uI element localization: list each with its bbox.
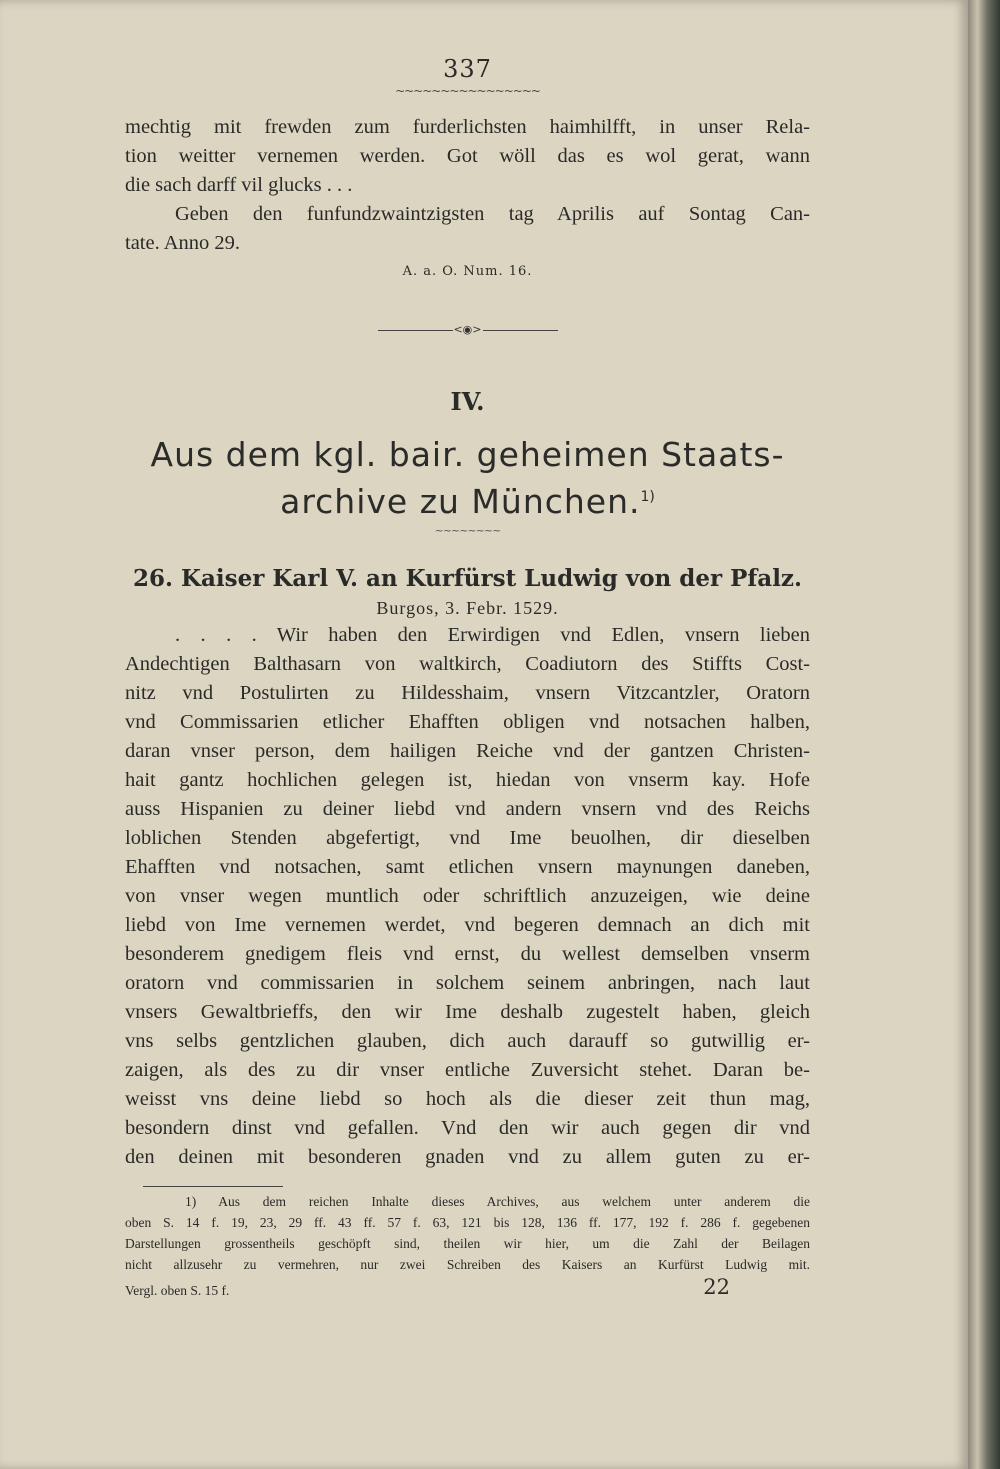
document-line: zaigen, als des zu dir vnser entliche Zuversicht stehet. Daran be- [125, 1059, 810, 1081]
document-line: weisst vns deine liebd so hoch als die dieser zeit thun mag, [125, 1088, 810, 1110]
document-place-date: Burgos, 3. Febr. 1529. [376, 598, 559, 618]
footnote-rule [143, 1186, 283, 1187]
footnote-line: oben S. 14 f. 19, 23, 29 ff. 43 ff. 57 f. 63, 121 bis 128, 136 ff. 177, 192 f. 286 f. gegebenen [125, 1215, 810, 1230]
document-line: Ehafften vnd notsachen, samt etlichen vnsern maynungen daneben, [125, 856, 810, 878]
letter-line: tion weitter vernemen werden. Got wöll das es wol gerat, wann [125, 145, 810, 167]
page-content [125, 55, 810, 1299]
divider-center-ornament: <◉> [453, 323, 482, 336]
book-spine-edge [968, 0, 1000, 1469]
footnote-line: nicht allzusehr zu vermehren, nur zwei Schreiben des Kaisers an Kurfürst Ludwig mit. [125, 1257, 810, 1272]
source-reference: A. a. O. Num. 16. [402, 264, 533, 279]
document-line: . . . . Wir haben den Erwirdigen vnd Edlen, vnsern lieben [175, 624, 810, 646]
document-line: vnd Commissarien etlicher Ehafften obligen vnd notsachen halben, [125, 711, 810, 733]
header-ornament: ~~~~~~~~~~~~~~~~ [395, 84, 540, 98]
divider-line-right [483, 330, 558, 331]
document-line: vns selbs gentzlichen glauben, dich auch darauff so gutwillig er- [125, 1030, 810, 1052]
document-line: von vnser wegen muntlich oder schriftlich anzuzeigen, wie deine [125, 885, 810, 907]
document-line: auss Hispanien zu deiner liebd vnd andern vnsern vnd des Reichs [125, 798, 810, 820]
document-line: vnsers Gewaltbrieffs, den wir Ime deshalb zugestelt haben, gleich [125, 1001, 810, 1023]
document-line: den deinen mit besonderen gnaden vnd zu allem guten zu er- [125, 1146, 810, 1168]
title-ornament: ~~~~~~~~ [434, 524, 501, 537]
letter-line: die sach darff vil glucks . . . [125, 174, 353, 196]
document-heading: 26. Kaiser Karl V. an Kurfürst Ludwig von der Pfalz. [133, 565, 802, 592]
divider-line-left [378, 330, 453, 331]
footnote-line: 1) Aus dem reichen Inhalte dieses Archives, aus welchem unter anderem die [185, 1194, 810, 1209]
footnote-line: Darstellungen grossentheils geschöpft sind, theilen wir hier, um die Zahl der Beilagen [125, 1236, 810, 1251]
section-title-line-2-wrapper [125, 476, 810, 523]
document-line: besonderem gnedigem fleis vnd ernst, du wellest demselben vnserm [125, 943, 810, 965]
document-line: oratorn vnd commissarien in solchem seinem anbringen, nach laut [125, 972, 810, 994]
document-line: hait gantz hochlichen gelegen ist, hiedan von vnserm kay. Hofe [125, 769, 810, 791]
letter-line: mechtig mit frewden zum furderlichsten haimhilfft, in unser Rela- [125, 116, 810, 138]
page-number: 337 [443, 55, 492, 83]
document-line: loblichen Stenden abgefertigt, vnd Ime beuolhen, dir dieselben [125, 827, 810, 849]
document-line: nitz vnd Postulirten zu Hildesshaim, vnsern Vitzcantzler, Oratorn [125, 682, 810, 704]
document-body [125, 621, 810, 1172]
letter-closing-line: Geben den funfundzwaintzigsten tag Aprilis auf Sontag Can- [175, 203, 810, 225]
sheet-signature: 22 [703, 1275, 730, 1299]
section-number: IV. [450, 387, 485, 416]
footnote-last-row [125, 1275, 810, 1299]
document-line: daran vnser person, dem hailigen Reiche vnd der gantzen Christen- [125, 740, 810, 762]
document-line: besondern dinst vnd gefallen. Vnd den wir auch gegen dir vnd [125, 1117, 810, 1139]
document-line: Andechtigen Balthasarn von waltkirch, Coadiutorn des Stiffts Cost- [125, 653, 810, 675]
section-title-line-1: Aus dem kgl. bair. geheimen Staats- [150, 435, 785, 474]
document-line: liebd von Ime vernemen werdet, vnd begeren demnach an dich mit [125, 914, 810, 936]
footnote [125, 1191, 810, 1299]
footnote-last-line: Vergl. oben S. 15 f. [125, 1283, 230, 1298]
section-title [125, 434, 810, 523]
letter-closing-line: tate. Anno 29. [125, 232, 241, 254]
section-title-line-2: archive zu München. [280, 482, 641, 521]
footnote-marker: 1) [640, 489, 655, 505]
section-divider-ornament [378, 325, 558, 337]
